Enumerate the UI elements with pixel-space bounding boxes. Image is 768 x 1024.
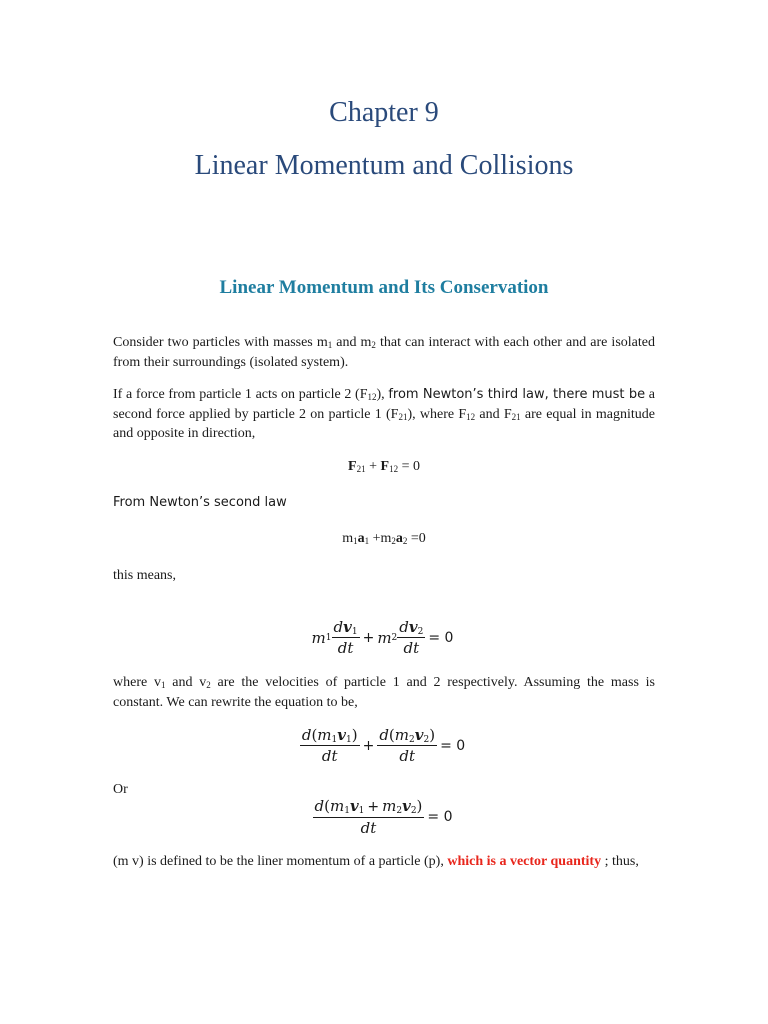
- this-means-label: this means,: [113, 568, 176, 583]
- equation-momentum-derivatives: $\frac{d(m_1v_1)}{dt}$ + $\frac{d(m_2v_2)}{dt}$ = 0: [301, 726, 466, 765]
- equation-derivative-velocity: m 1 $\frac{dv_1}{dt}$ + m 2 $\frac{dv_2}{dt}$ = 0: [311, 618, 454, 657]
- paragraph-velocities: where $v_1$ and $v_2$ are the velocities of particle 1 and 2 respectively. Assuming the mass is constant. We can rewrite the equation to be,: [113, 675, 656, 710]
- vector-quantity-highlight: which is a vector quantity: [447, 854, 602, 869]
- fraction-dm1v1-dt: $\frac{d(m_1v_1)}{dt}$: [301, 726, 358, 765]
- paragraph-isolated-system: Consider two particles with masses $m_1$ and $m_2$ that can interact with each other and are isolated from their surroundings (isolated system).: [113, 335, 655, 370]
- fraction-dv1-dt: $\frac{dv_1}{dt}$: [333, 618, 358, 657]
- fraction-total-momentum: $\frac{d(m_1v_1 + m_2v_2)}{dt}$: [314, 797, 423, 837]
- paragraph-third-law: If a force from particle 1 acts on particle 2 $(F_{12})$, from Newton’s third law, there must be a second force applied by particle 2 on particle 1 $(F_{21})$, where $F_{12}$ and $F_{21}$ are equal in magnitude and opposite in direction,: [113, 387, 656, 441]
- equation-force-sum: $F_{21} + F_{12} = 0$: [348, 459, 420, 474]
- second-law-label: From Newton’s second law: [113, 495, 287, 510]
- chapter-title: Linear Momentum and Collisions: [194, 150, 574, 181]
- paragraph-linear-momentum: (m v) is defined to be the liner momentum of a particle (p), which is a vector quantity ; thus,: [113, 854, 639, 869]
- equation-total-momentum: $\frac{d(m_1v_1 + m_2v_2)}{dt}$ = 0: [314, 797, 453, 837]
- section-heading: Linear Momentum and Its Conservation: [219, 277, 549, 298]
- chapter-number: Chapter 9: [329, 97, 439, 128]
- or-label: Or: [113, 782, 128, 797]
- fraction-dv2-dt: $\frac{dv_2}{dt}$: [399, 618, 424, 657]
- fraction-dm2v2-dt: $\frac{d(m_2v_2)}{dt}$: [379, 726, 436, 765]
- equation-mass-acceleration: $m_1a_1 +m_2a_2 =0$: [342, 531, 426, 546]
